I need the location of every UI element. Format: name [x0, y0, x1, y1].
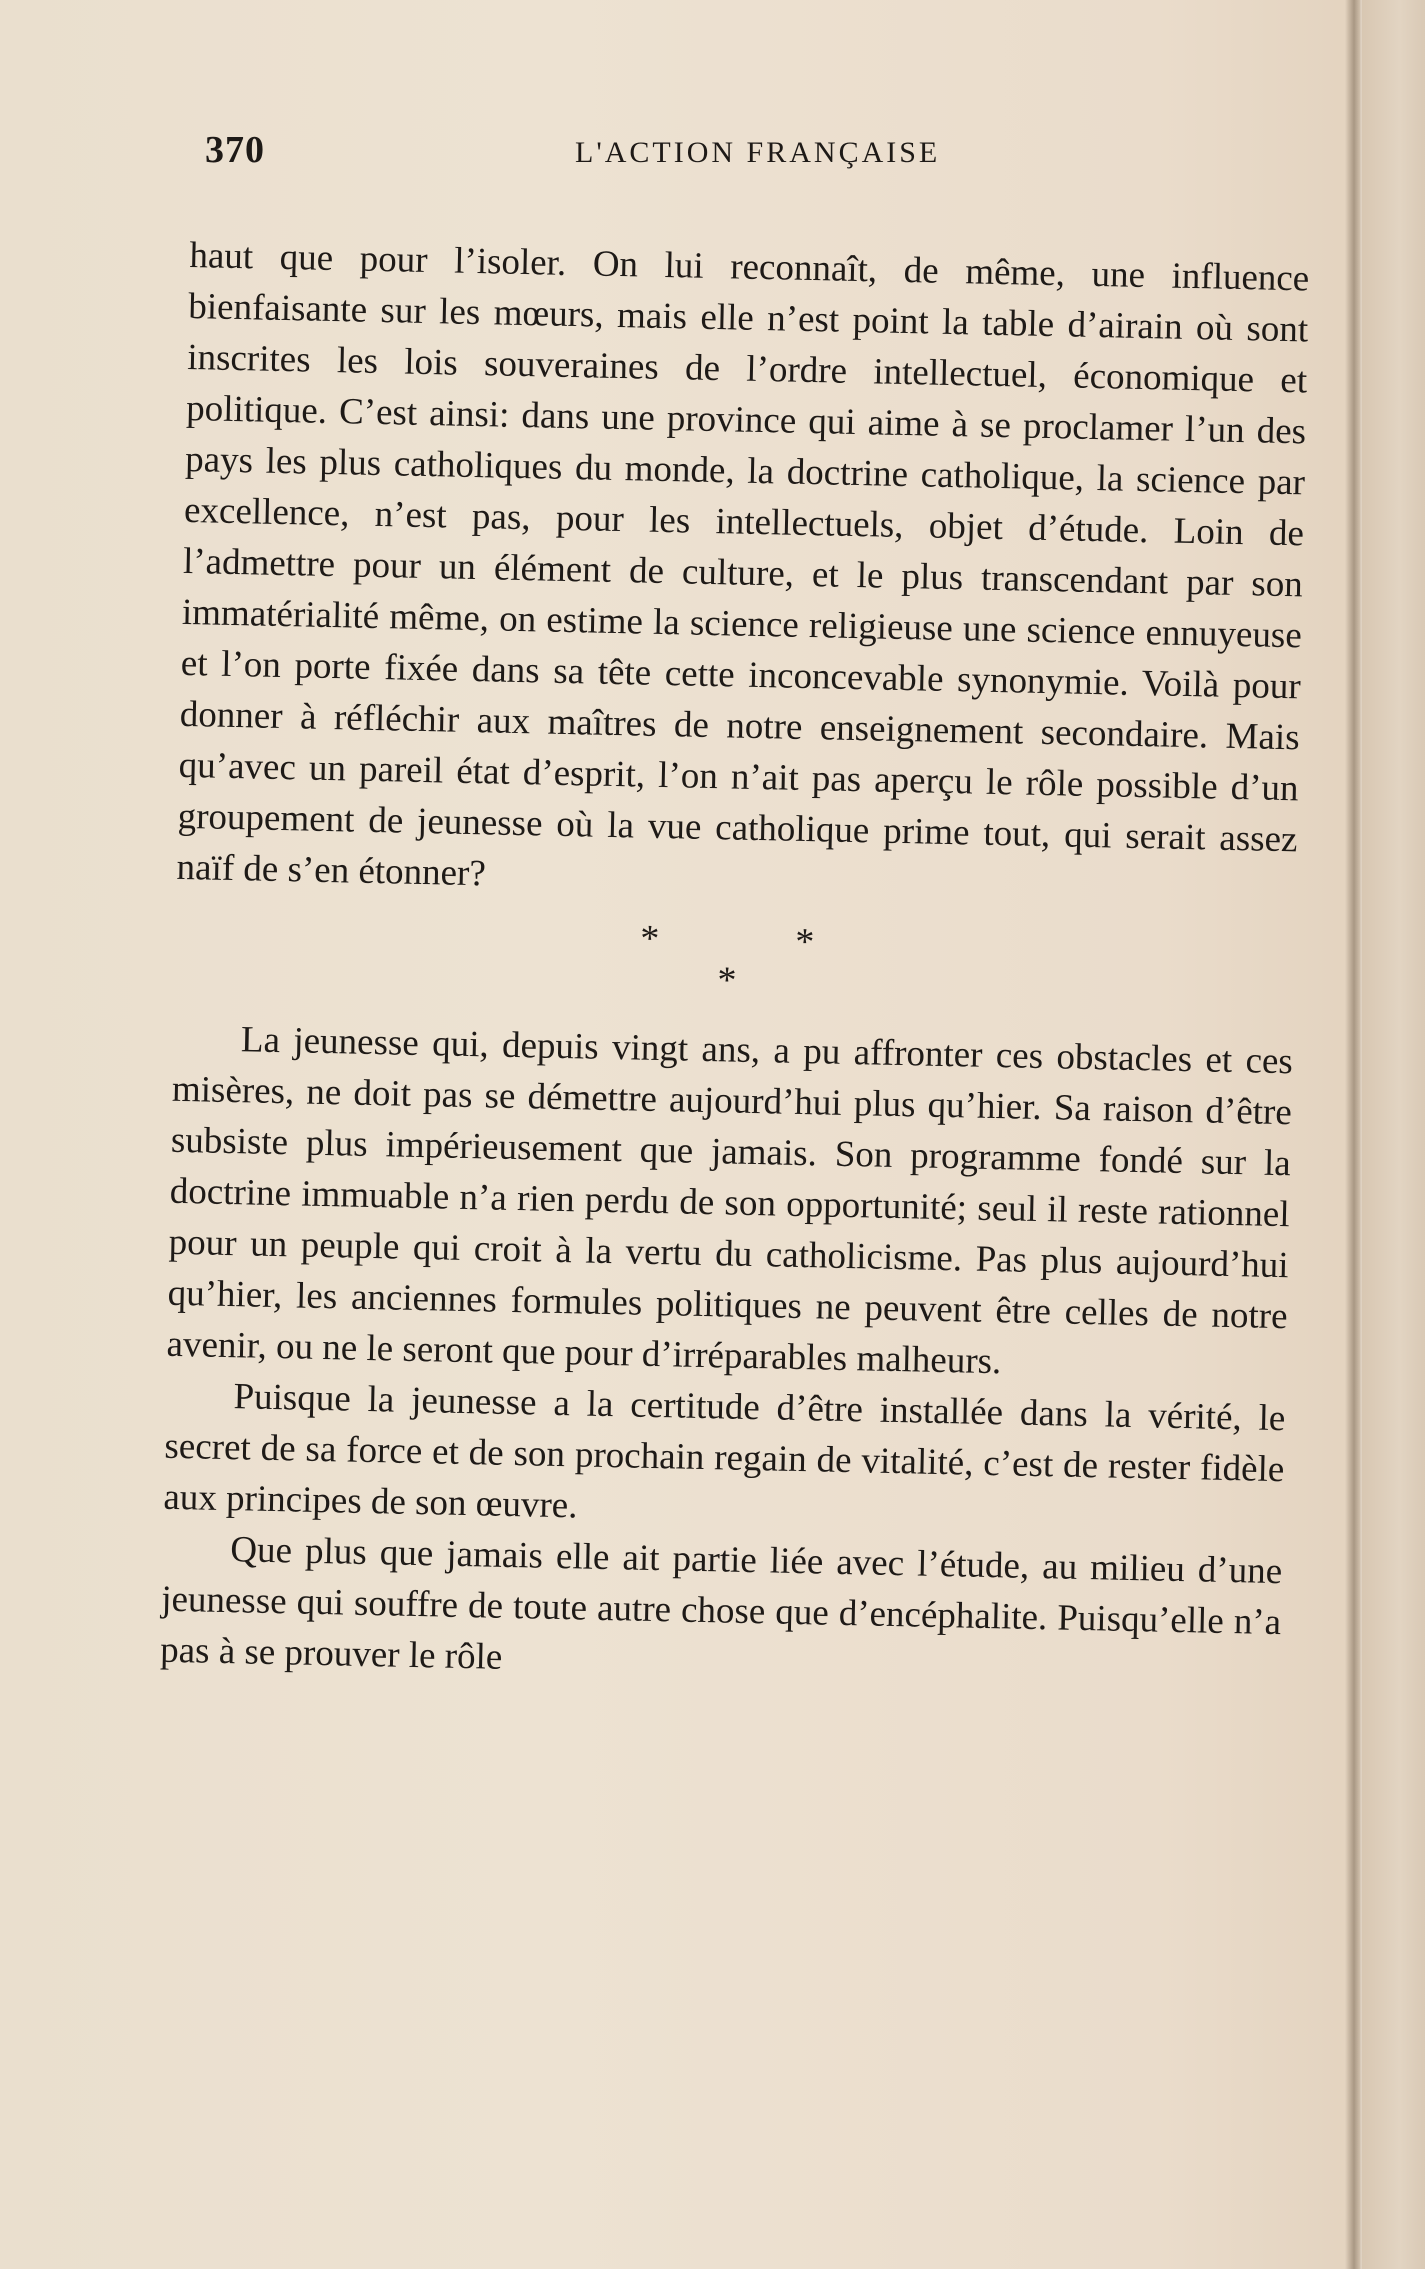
asterism-star: * — [794, 920, 815, 964]
page-number: 370 — [205, 129, 265, 171]
paragraph: Que plus que jamais elle ait partie liée avec l’étude, au milieu d’une jeunesse qui souffre de toute autre chose que d’encéphalite. Puisqu’elle n’a pas à se prouver le rôle — [159, 1529, 1283, 1678]
body-text — [160, 230, 1310, 1699]
asterism-star: * — [716, 959, 737, 1002]
page-gutter-shadow — [1345, 0, 1363, 2269]
paragraph: Puisque la jeunesse a la certitude d’être installée dans la vérité, le secret de sa force et de son prochain regain de vitalité, c’est de rester fidèle aux principes de son œuvre. — [163, 1376, 1286, 1527]
paragraph: La jeunesse qui, depuis vingt ans, a pu affronter ces obstacles et ces misères, ne doit pas se démettre aujourd’hui plus qu’hier. Sa raison d’être subsiste plus impérieusement que jamais. Son programme fondé sur la doctrine immuable n’a rien perdu de son opportunité; seul il reste rationnel pour un peuple qui croit à la vertu du catholicisme. Pas plus aujourd’hui qu’hier, les anciennes formules politiques ne peuvent être celles de notre avenir, ou ne le seront que pour d’irréparables malheurs. — [166, 1019, 1294, 1383]
section-break-asterism — [174, 903, 1296, 1036]
paragraph: haut que pour l’isoler. On lui reconnaît, de même, une influence bienfaisante sur les mœurs, mais elle n’est point la table d’airain où sont inscrites les lois souveraines de l’ordre intellectuel, économique et politique. C’est ainsi: dans une province qui aime à se proclamer l’un des pays les plus catholiques du monde, la doctrine catholique, la science par excellence, n’est pas, pour les intellectuels, objet d’étude. Loin de l’admettre pour un élément de culture, et le plus transcendant par son immatérialité même, on estime la science religieuse une science ennuyeuse et l’on porte fixée dans sa tête cette inconcevable synonymie. Voilà pour donner à réfléchir aux maîtres de notre enseignement secondaire. Mais qu’avec un pareil état d’esprit, l’on n’ait pas aperçu le rôle possible d’un groupement de jeunesse où la vue catholique prime tout, qui serait assez naïf de s’en étonner? — [176, 234, 1310, 895]
asterism-star: * — [639, 917, 660, 960]
page-header — [205, 128, 1315, 178]
adjacent-page-edge — [1362, 0, 1425, 2269]
running-head: L'ACTION FRANÇAISE — [575, 136, 941, 169]
